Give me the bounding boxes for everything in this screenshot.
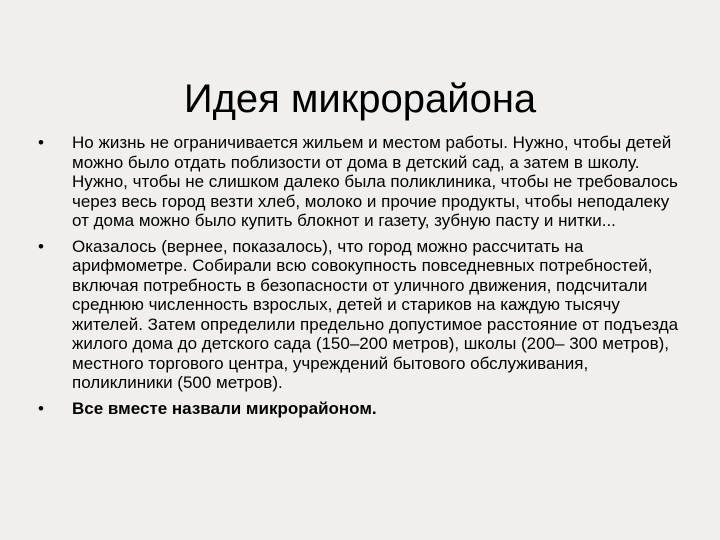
- bullet-text: Но жизнь не ограничивается жильем и местом работы. Нужно, чтобы детей можно было отдать поблизости от дома в детский сад, а затем в школу. Нужно, чтобы не слишком далеко была поликлиника, чтобы не требовалось через весь город везти хлеб, молоко и прочие продукты, чтобы неподалеку от дома можно было купить блокнот и газету, зубную пасту и нитки...: [72, 133, 678, 230]
- bullet-item: [28, 133, 688, 231]
- bullet-list: [28, 133, 688, 424]
- bullet-text: Оказалось (вернее, показалось), что город можно рассчитать на арифмометре. Собирали всю совокупность повседневных потребностей, включая потребность в безопасности от уличного движения, подсчитали среднюю численность взрослых, детей и стариков на каждую тысячу жителей. Затем определили предельно допустимое расстояние от подъезда жилого дома до детского сада (150–200 метров), школы (200– 300 метров), местного торгового центра, учреждений бытового обслуживания, поликлиники (500 метров).: [72, 236, 679, 392]
- bullet-item: [28, 237, 688, 393]
- bullet-text: Все вместе назвали микрорайоном.: [72, 398, 377, 418]
- slide-title: Идея микрорайона: [183, 76, 537, 121]
- bullet-marker: •: [38, 236, 44, 256]
- bullet-item: [28, 399, 688, 419]
- bullet-marker: •: [38, 398, 44, 418]
- bullet-marker: •: [38, 133, 44, 152]
